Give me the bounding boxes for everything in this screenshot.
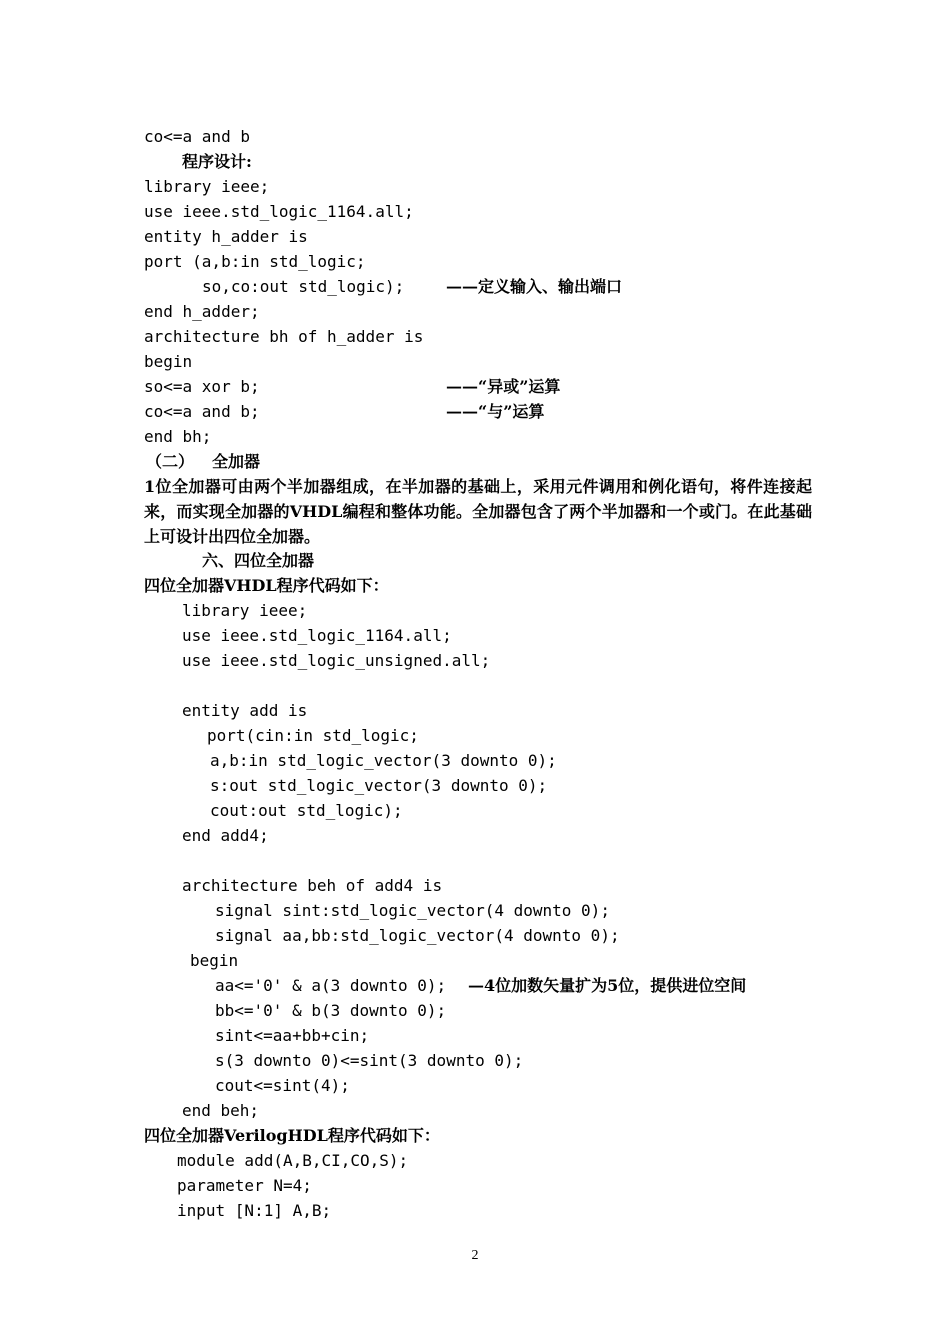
code-line: architecture bh of h_adder is (144, 327, 424, 346)
code-line: end h_adder; (144, 302, 260, 321)
code-line: entity h_adder is (144, 227, 308, 246)
verilog-intro: 四位全加器VerilogHDL程序代码如下： (144, 1126, 440, 1145)
code-line: so<=a xor b; (144, 377, 260, 396)
code-line: library ieee; (182, 601, 308, 620)
page-number: 2 (471, 1248, 479, 1263)
code-comment: ——“异或”运算 (446, 377, 561, 396)
code-line: module add(A,B,CI,CO,S); (177, 1151, 409, 1170)
code-line: end add4; (182, 826, 269, 845)
code-line: co<=a and b (144, 127, 250, 146)
code-line: bb<='0' & b(3 downto 0); (215, 1001, 447, 1020)
code-line: architecture beh of add4 is (182, 876, 443, 895)
code-line: end beh; (182, 1101, 260, 1120)
section-title: 全加器 (212, 452, 261, 471)
code-line: s:out std_logic_vector(3 downto 0); (210, 776, 548, 795)
code-line: aa<='0' & a(3 downto 0); (215, 976, 447, 995)
code-comment: —4位加数矢量扩为5位，提供进位空间 (468, 976, 747, 995)
code-comment: ——定义输入、输出端口 (446, 277, 623, 296)
code-comment: ——“与”运算 (446, 402, 545, 421)
code-line: port (a,b:in std_logic; (144, 252, 366, 271)
code-line: cout:out std_logic); (210, 801, 403, 820)
code-line: use ieee.std_logic_1164.all; (182, 626, 452, 645)
code-line: co<=a and b; (144, 402, 260, 421)
section-heading: 程序设计: (182, 152, 252, 171)
code-line: library ieee; (144, 177, 270, 196)
code-line: s(3 downto 0)<=sint(3 downto 0); (215, 1051, 524, 1070)
code-line: signal aa,bb:std_logic_vector(4 downto 0); (215, 926, 620, 945)
code-line: entity add is (182, 701, 308, 720)
code-line: use ieee.std_logic_unsigned.all; (182, 651, 491, 670)
sub-heading: 六、四位全加器 (202, 551, 315, 570)
code-line: use ieee.std_logic_1164.all; (144, 202, 414, 221)
code-line: a,b:in std_logic_vector(3 downto 0); (210, 751, 557, 770)
section-number: （二） (146, 452, 195, 471)
code-line: port(cin:in std_logic; (207, 726, 419, 745)
code-line: begin (190, 951, 239, 970)
body-paragraph: 1位全加器可由两个半加器组成，在半加器的基础上，采用元件调用和例化语句，将件连接起来，而实现全加器的VHDL编程和整体功能。全加器包含了两个半加器和一个或门。在此基础上可设计出四位全加器。 (144, 477, 812, 546)
code-line: cout<=sint(4); (215, 1076, 350, 1095)
code-line: input [N:1] A,B; (177, 1201, 332, 1220)
code-line: parameter N=4; (177, 1176, 312, 1195)
code-line: begin (144, 352, 193, 371)
code-line: signal sint:std_logic_vector(4 downto 0); (215, 901, 610, 920)
vhdl-intro: 四位全加器VHDL程序代码如下： (144, 576, 389, 595)
code-line: so,co:out std_logic); (202, 277, 405, 296)
code-line: sint<=aa+bb+cin; (215, 1026, 370, 1045)
code-line: end bh; (144, 427, 212, 446)
